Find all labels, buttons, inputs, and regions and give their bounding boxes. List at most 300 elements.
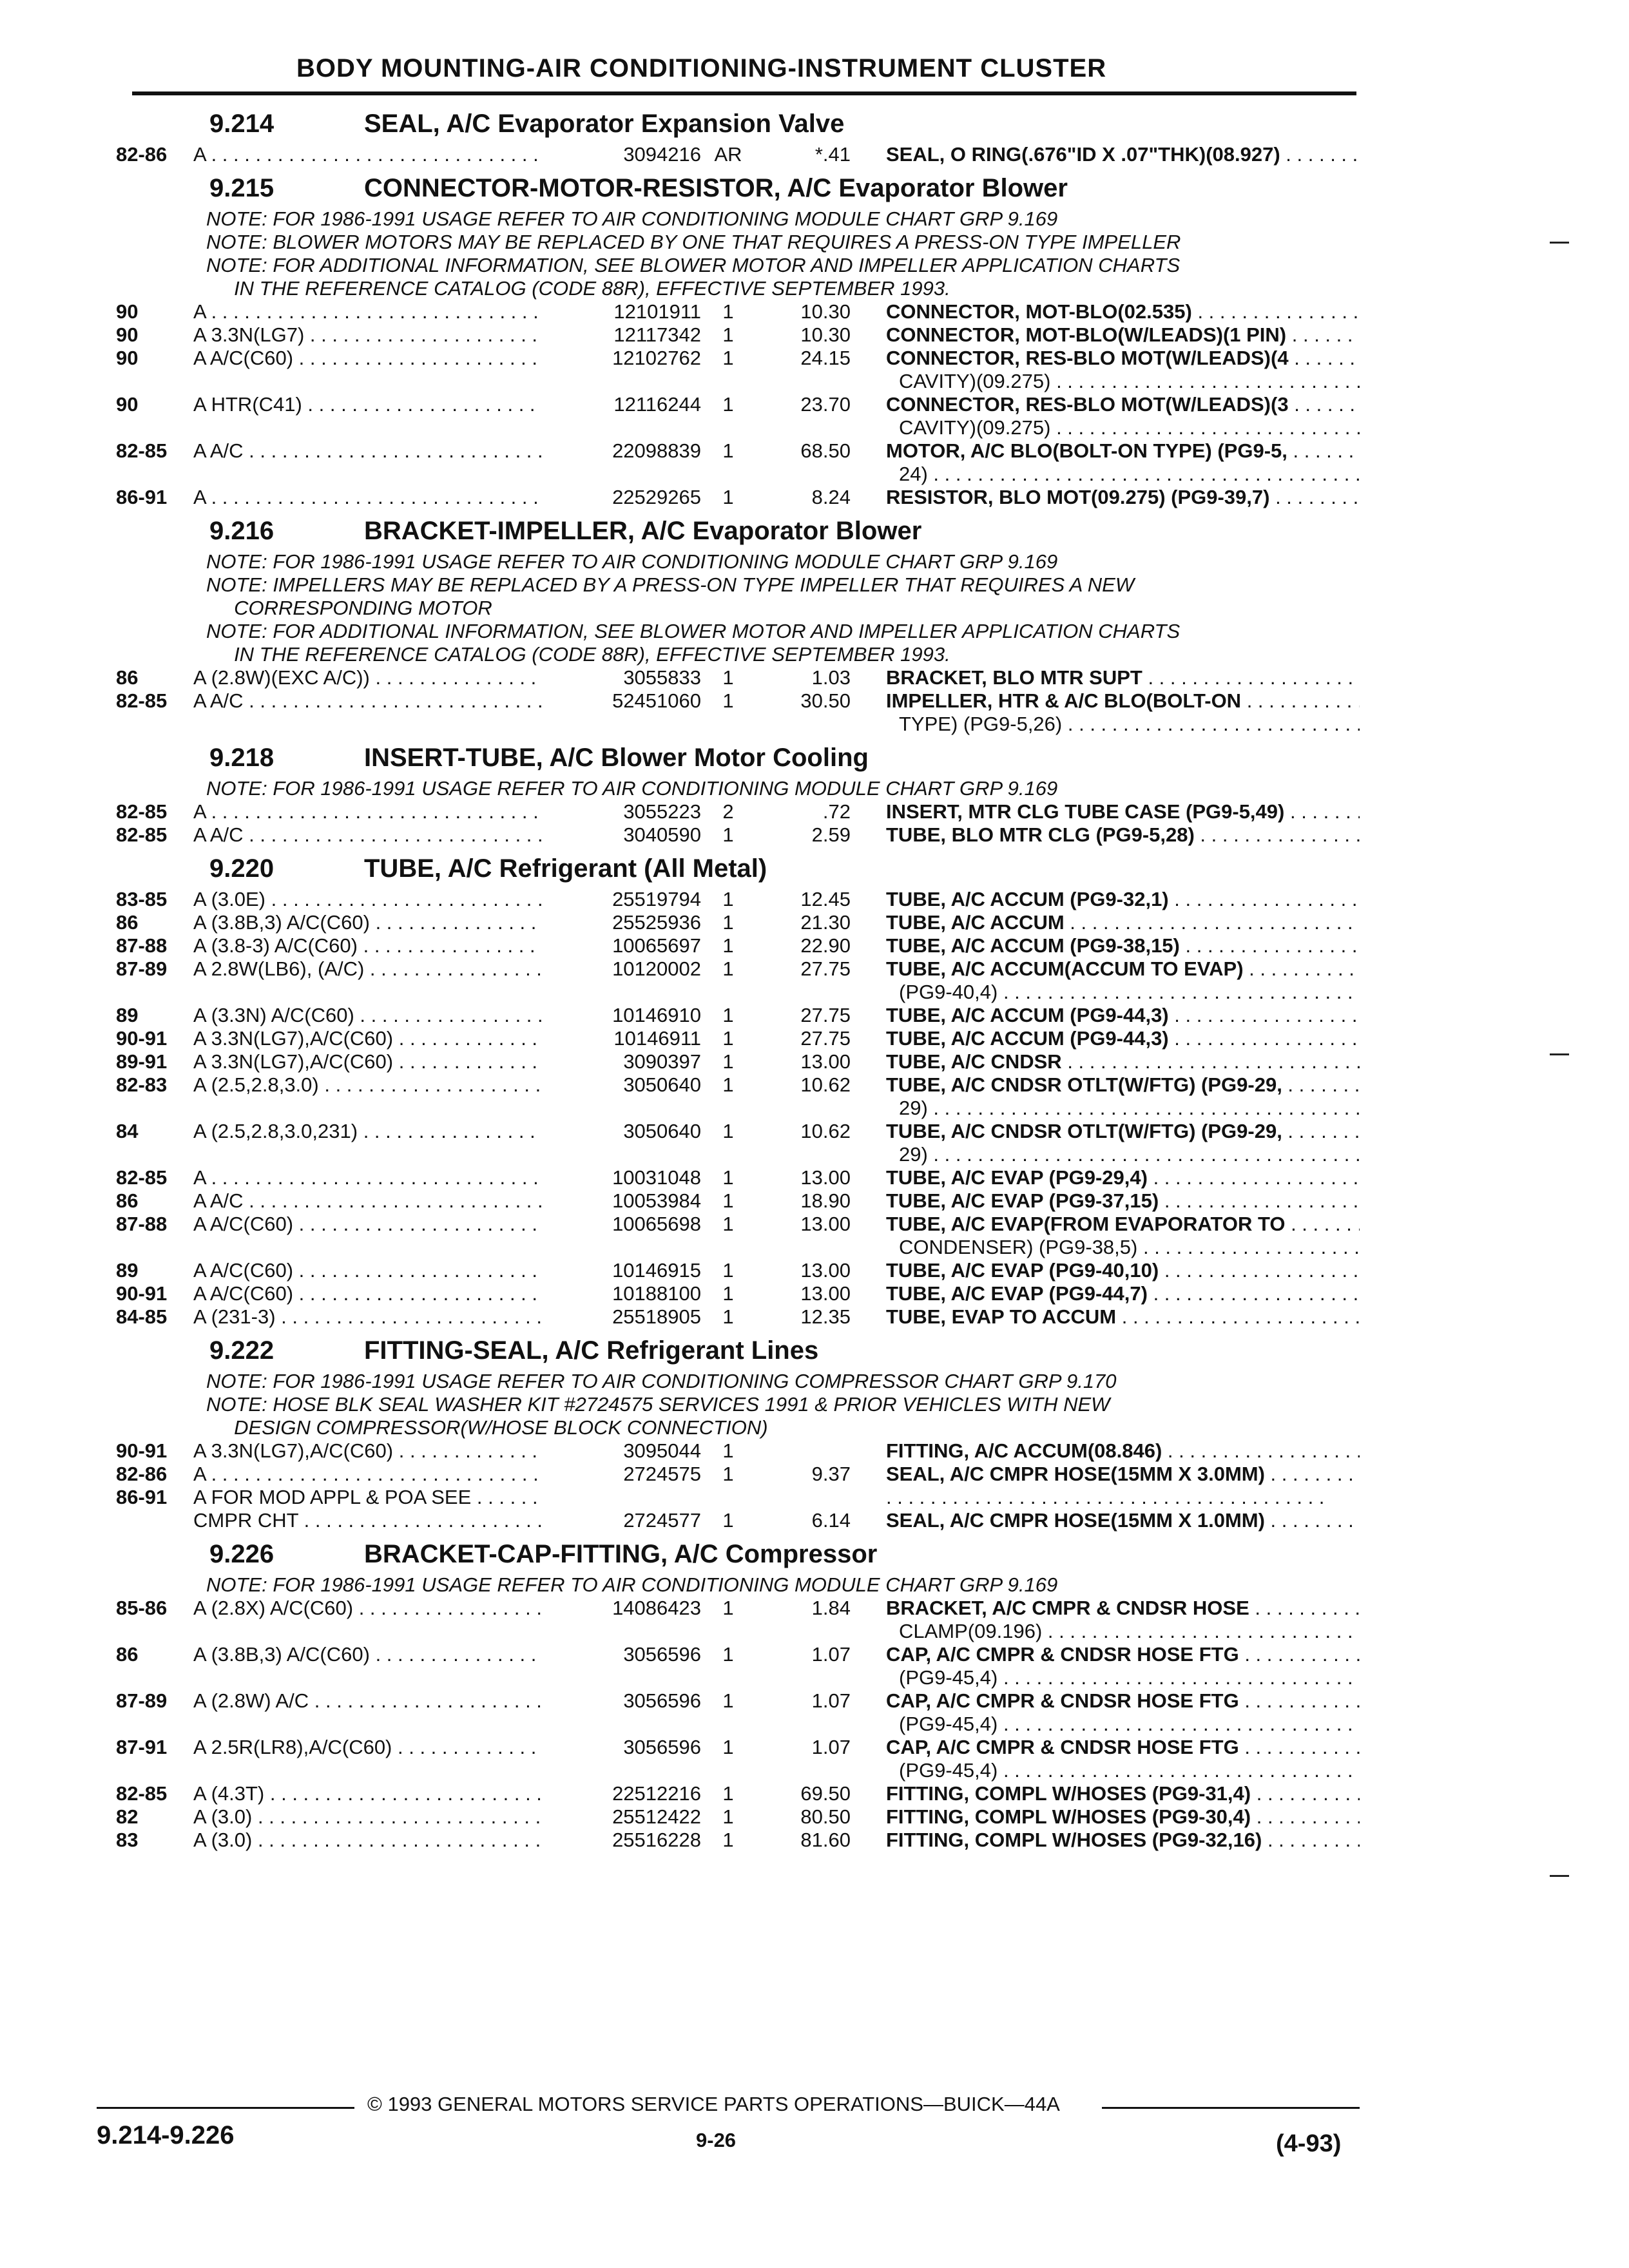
model-years: 82-83	[116, 1073, 168, 1096]
model-years: 82-85	[116, 823, 168, 846]
quantity: 1	[722, 1120, 734, 1142]
price: 1.07	[811, 1736, 851, 1758]
part-description-cont: (PG9-45,4) . . .	[899, 1759, 1360, 1782]
application: A (3.0E) . . .	[193, 888, 541, 911]
section-heading	[116, 169, 1360, 207]
part-description	[886, 1259, 1360, 1282]
part-number: 25518905	[561, 1305, 701, 1329]
price: 9.37	[811, 1463, 851, 1485]
price: 2.59	[811, 823, 851, 846]
part-description-cont: 24) . . .	[899, 463, 1360, 486]
table-row	[116, 1643, 1360, 1666]
footer-rule	[97, 2107, 354, 2109]
part-description	[886, 1073, 1360, 1097]
price: 1.03	[811, 666, 851, 689]
model-years: 82-85	[116, 800, 168, 823]
part-description-text: TUBE, A/C ACCUM (PG9-44,3)	[886, 1027, 1169, 1050]
application: A . . .	[193, 143, 541, 166]
part-description-cont: CONDENSER) (PG9-38,5) . . .	[899, 1236, 1360, 1259]
price: 24.15	[800, 347, 851, 369]
part-description	[886, 1736, 1360, 1759]
quantity: 1	[722, 823, 734, 846]
header-rule	[132, 91, 1356, 95]
part-description	[886, 888, 1360, 911]
part-description	[886, 1597, 1360, 1620]
part-number: 3050640	[561, 1073, 701, 1097]
section-heading	[116, 1331, 1360, 1370]
table-row	[116, 1050, 1360, 1073]
quantity: 1	[722, 1259, 734, 1282]
part-description	[886, 1213, 1360, 1236]
table-row	[116, 1486, 1360, 1509]
part-number: 10188100	[561, 1282, 701, 1305]
part-number: 52451060	[561, 689, 701, 713]
part-description	[886, 439, 1360, 463]
quantity: AR	[714, 143, 742, 166]
price: *.41	[815, 143, 851, 166]
part-description-text: CONNECTOR, RES-BLO MOT(W/LEADS)(3	[886, 393, 1289, 416]
description-continuation	[116, 1236, 1360, 1259]
model-years: 82-85	[116, 689, 168, 712]
price: 27.75	[800, 1027, 851, 1050]
application: A (3.8-3) A/C(C60) . . .	[193, 934, 541, 957]
application: A A/C . . .	[193, 1189, 541, 1213]
part-description	[886, 1463, 1360, 1486]
model-years: 84-85	[116, 1305, 168, 1328]
quantity: 1	[722, 1282, 734, 1305]
section-note: NOTE: IMPELLERS MAY BE REPLACED BY A PRESS-ON TYPE IMPELLER THAT REQUIRES A NEW	[206, 573, 1135, 596]
section-number: 9.226	[209, 1540, 275, 1568]
part-number: 10065697	[561, 934, 701, 957]
price: .72	[822, 800, 851, 823]
table-row	[116, 689, 1360, 713]
section-heading	[116, 849, 1360, 888]
quantity: 1	[722, 300, 734, 323]
part-description-text: FITTING, COMPL W/HOSES (PG9-30,4)	[886, 1805, 1251, 1828]
table-row	[116, 143, 1360, 166]
part-description-cont: CAVITY)(09.275) . . .	[899, 416, 1360, 439]
price: 30.50	[800, 689, 851, 712]
model-years: 90-91	[116, 1282, 168, 1305]
price: 10.62	[800, 1073, 851, 1096]
section-heading	[116, 104, 1360, 143]
section-number: 9.215	[209, 174, 275, 202]
quantity: 1	[722, 486, 734, 508]
table-row	[116, 1120, 1360, 1143]
part-description	[886, 1486, 1360, 1509]
page-footer	[97, 2093, 1360, 2170]
table-row	[116, 1073, 1360, 1097]
quantity: 1	[722, 347, 734, 369]
model-years: 90	[116, 300, 139, 323]
part-description	[886, 1305, 1360, 1329]
part-number: 10031048	[561, 1166, 701, 1189]
part-number: 22512216	[561, 1782, 701, 1805]
section-title: INSERT-TUBE, A/C Blower Motor Cooling	[364, 744, 869, 772]
part-description-cont: (PG9-45,4) . . .	[899, 1666, 1360, 1689]
part-description-text: TUBE, A/C ACCUM(ACCUM TO EVAP)	[886, 957, 1244, 980]
price: 21.30	[800, 911, 851, 934]
margin-mark	[1550, 242, 1569, 244]
table-row	[116, 1189, 1360, 1213]
section-note: CORRESPONDING MOTOR	[206, 597, 492, 619]
part-description	[886, 143, 1360, 166]
part-description-text: INSERT, MTR CLG TUBE CASE (PG9-5,49)	[886, 800, 1285, 823]
quantity: 1	[722, 1829, 734, 1851]
part-description-text: SEAL, A/C CMPR HOSE(15MM X 1.0MM)	[886, 1509, 1265, 1532]
application: A . . .	[193, 1166, 541, 1189]
part-number: 10146911	[561, 1027, 701, 1050]
application: A (4.3T) . . .	[193, 1782, 541, 1805]
part-description	[886, 1509, 1360, 1532]
section-note: DESIGN COMPRESSOR(W/HOSE BLOCK CONNECTION)	[206, 1416, 768, 1439]
application: A 3.3N(LG7),A/C(C60) . . .	[193, 1027, 541, 1050]
part-description-text: FITTING, A/C ACCUM(08.846)	[886, 1439, 1162, 1462]
quantity: 1	[722, 439, 734, 462]
model-years: 87-88	[116, 1213, 168, 1235]
part-description	[886, 1004, 1360, 1027]
description-continuation	[116, 1666, 1360, 1689]
part-description	[886, 1829, 1360, 1852]
table-row	[116, 1166, 1360, 1189]
section-title: BRACKET-CAP-FITTING, A/C Compressor	[364, 1540, 878, 1568]
price: 18.90	[800, 1189, 851, 1212]
table-row	[116, 1509, 1360, 1532]
price: 13.00	[800, 1166, 851, 1189]
part-description	[886, 1439, 1360, 1463]
quantity: 1	[722, 1050, 734, 1073]
part-description	[886, 1689, 1360, 1713]
part-description-text: BRACKET, A/C CMPR & CNDSR HOSE	[886, 1597, 1249, 1619]
section-title: TUBE, A/C Refrigerant (All Metal)	[364, 854, 767, 883]
part-description-text: CONNECTOR, MOT-BLO(02.535)	[886, 300, 1192, 323]
part-number: 22098839	[561, 439, 701, 463]
description-continuation	[116, 1620, 1360, 1643]
application: A FOR MOD APPL & POA SEE . . .	[193, 1486, 541, 1509]
parts-listing	[116, 102, 1360, 1852]
model-years: 90-91	[116, 1439, 168, 1462]
application: A (231-3) . . .	[193, 1305, 541, 1329]
quantity: 1	[722, 393, 734, 416]
section-title: SEAL, A/C Evaporator Expansion Valve	[364, 110, 845, 138]
model-years: 89	[116, 1259, 139, 1282]
table-row	[116, 1689, 1360, 1713]
section-note: NOTE: FOR ADDITIONAL INFORMATION, SEE BLOWER MOTOR AND IMPELLER APPLICATION CHARTS	[206, 620, 1181, 642]
section-number: 9.218	[209, 744, 275, 772]
price: 27.75	[800, 957, 851, 980]
application: A (2.8W) A/C . . .	[193, 1689, 541, 1713]
price: 13.00	[800, 1213, 851, 1235]
description-continuation	[116, 1097, 1360, 1120]
section-title: BRACKET-IMPELLER, A/C Evaporator Blower	[364, 517, 922, 545]
table-row	[116, 393, 1360, 416]
application: A (2.8W)(EXC A/C)) . . .	[193, 666, 541, 689]
price: 8.24	[811, 486, 851, 508]
part-description	[886, 393, 1360, 416]
part-description	[886, 300, 1360, 323]
model-years: 90	[116, 393, 139, 416]
part-description	[886, 1120, 1360, 1143]
application: A A/C(C60) . . .	[193, 1282, 541, 1305]
table-row	[116, 1004, 1360, 1027]
parts-section	[116, 849, 1360, 1329]
part-description-text: CAP, A/C CMPR & CNDSR HOSE FTG	[886, 1643, 1239, 1666]
section-heading	[116, 512, 1360, 550]
table-row	[116, 1736, 1360, 1759]
table-row	[116, 347, 1360, 370]
part-description	[886, 1805, 1360, 1829]
part-number: 10053984	[561, 1189, 701, 1213]
quantity: 1	[722, 1027, 734, 1050]
part-description-text: TUBE, A/C CNDSR	[886, 1050, 1062, 1073]
model-years: 86	[116, 666, 139, 689]
part-description-text: TUBE, A/C ACCUM (PG9-32,1)	[886, 888, 1169, 910]
part-description-text: TUBE, A/C ACCUM (PG9-38,15)	[886, 934, 1180, 957]
part-description-text: MOTOR, A/C BLO(BOLT-ON TYPE) (PG9-5,	[886, 439, 1287, 462]
part-description-text: TUBE, A/C ACCUM	[886, 911, 1065, 934]
part-description-cont: CAVITY)(09.275) . . .	[899, 370, 1360, 393]
description-continuation	[116, 463, 1360, 486]
part-number: 12101911	[561, 300, 701, 323]
application: A A/C . . .	[193, 439, 541, 463]
table-row	[116, 1829, 1360, 1852]
section-number: 9.216	[209, 517, 275, 545]
section-number: 9.214	[209, 110, 275, 138]
price: 6.14	[811, 1509, 851, 1532]
part-description	[886, 347, 1360, 370]
part-description	[886, 1050, 1360, 1073]
model-years: 82-85	[116, 439, 168, 462]
part-number: 10065698	[561, 1213, 701, 1236]
application: A 3.3N(LG7),A/C(C60) . . .	[193, 1050, 541, 1073]
price: 22.90	[800, 934, 851, 957]
part-number: 25525936	[561, 911, 701, 934]
application: A . . .	[193, 800, 541, 823]
quantity: 1	[722, 888, 734, 910]
parts-section	[116, 1331, 1360, 1532]
section-title: FITTING-SEAL, A/C Refrigerant Lines	[364, 1336, 819, 1365]
part-number: 2724575	[561, 1463, 701, 1486]
part-description-text: TUBE, A/C EVAP (PG9-37,15)	[886, 1189, 1159, 1212]
part-description-text: FITTING, COMPL W/HOSES (PG9-32,16)	[886, 1829, 1262, 1851]
price: 23.70	[800, 393, 851, 416]
footer-page-number: 9-26	[696, 2129, 737, 2151]
description-continuation	[116, 1713, 1360, 1736]
price: 1.07	[811, 1689, 851, 1712]
part-description-text: CONNECTOR, RES-BLO MOT(W/LEADS)(4	[886, 347, 1289, 369]
model-years: 87-88	[116, 934, 168, 957]
part-number: 25516228	[561, 1829, 701, 1852]
table-row	[116, 1439, 1360, 1463]
quantity: 1	[722, 1213, 734, 1235]
quantity: 1	[722, 957, 734, 980]
quantity: 1	[722, 1439, 734, 1462]
parts-section	[116, 512, 1360, 736]
application: A (3.8B,3) A/C(C60) . . .	[193, 1643, 541, 1666]
part-number: 3040590	[561, 823, 701, 847]
section-note: NOTE: FOR 1986-1991 USAGE REFER TO AIR CONDITIONING MODULE CHART GRP 9.169	[206, 777, 1058, 800]
quantity: 1	[722, 934, 734, 957]
part-number: 25519794	[561, 888, 701, 911]
quantity: 1	[722, 1166, 734, 1189]
model-years: 84	[116, 1120, 139, 1142]
application: CMPR CHT . . .	[193, 1509, 541, 1532]
quantity: 1	[722, 1463, 734, 1485]
part-description	[886, 486, 1360, 509]
quantity: 1	[722, 1189, 734, 1212]
price: 68.50	[800, 439, 851, 462]
application: A . . .	[193, 1463, 541, 1486]
part-description	[886, 1027, 1360, 1050]
table-row	[116, 1027, 1360, 1050]
table-row	[116, 957, 1360, 981]
part-description-text: TUBE, EVAP TO ACCUM	[886, 1305, 1117, 1328]
price: 10.30	[800, 323, 851, 346]
application: A (2.5,2.8,3.0,231) . . .	[193, 1120, 541, 1143]
part-description	[886, 800, 1360, 823]
part-number: 2724577	[561, 1509, 701, 1532]
model-years: 86-91	[116, 486, 168, 508]
part-description	[886, 1643, 1360, 1666]
parts-section	[116, 104, 1360, 166]
part-number: 10146915	[561, 1259, 701, 1282]
part-number: 3056596	[561, 1643, 701, 1666]
quantity: 1	[722, 666, 734, 689]
part-description-text: FITTING, COMPL W/HOSES (PG9-31,4)	[886, 1782, 1251, 1805]
model-years: 82-86	[116, 1463, 168, 1485]
quantity: 1	[722, 1509, 734, 1532]
price: 80.50	[800, 1805, 851, 1828]
application: A (3.8B,3) A/C(C60) . . .	[193, 911, 541, 934]
table-row	[116, 800, 1360, 823]
parts-section	[116, 169, 1360, 509]
quantity: 2	[722, 800, 734, 823]
table-row	[116, 1259, 1360, 1282]
table-row	[116, 1305, 1360, 1329]
part-description-cont: CLAMP(09.196) . . .	[899, 1620, 1360, 1643]
quantity: 1	[722, 1689, 734, 1712]
description-continuation	[116, 981, 1360, 1004]
quantity: 1	[722, 911, 734, 934]
section-number: 9.220	[209, 854, 275, 883]
part-description	[886, 1189, 1360, 1213]
margin-mark	[1550, 1875, 1569, 1877]
model-years: 87-91	[116, 1736, 168, 1758]
description-continuation	[116, 1143, 1360, 1166]
part-description	[886, 666, 1360, 689]
quantity: 1	[722, 1073, 734, 1096]
table-row	[116, 888, 1360, 911]
part-number: 12116244	[561, 393, 701, 416]
part-description	[886, 957, 1360, 981]
part-description	[886, 323, 1360, 347]
application: A . . .	[193, 300, 541, 323]
quantity: 1	[722, 1643, 734, 1666]
application: A A/C(C60) . . .	[193, 347, 541, 370]
section-note: IN THE REFERENCE CATALOG (CODE 88R), EFFECTIVE SEPTEMBER 1993.	[206, 643, 950, 666]
application: A HTR(C41) . . .	[193, 393, 541, 416]
part-number: 3056596	[561, 1736, 701, 1759]
part-description-text: CAP, A/C CMPR & CNDSR HOSE FTG	[886, 1689, 1239, 1712]
part-description-text: SEAL, O RING(.676"ID X .07"THK)(08.927)	[886, 143, 1280, 166]
table-row	[116, 666, 1360, 689]
part-number: 3095044	[561, 1439, 701, 1463]
model-years: 86-91	[116, 1486, 168, 1508]
table-row	[116, 1213, 1360, 1236]
part-description-cont: 29) . . .	[899, 1097, 1360, 1120]
part-number: 3050640	[561, 1120, 701, 1143]
section-note: NOTE: FOR 1986-1991 USAGE REFER TO AIR CONDITIONING MODULE CHART GRP 9.169	[206, 207, 1058, 230]
part-number: 3055223	[561, 800, 701, 823]
part-description-text: TUBE, A/C EVAP (PG9-29,4)	[886, 1166, 1148, 1189]
footer-date: (4-93)	[1276, 2130, 1342, 2157]
model-years: 90	[116, 347, 139, 369]
part-description-text: CONNECTOR, MOT-BLO(W/LEADS)(1 PIN)	[886, 323, 1287, 346]
table-row	[116, 486, 1360, 509]
application: A A/C(C60) . . .	[193, 1259, 541, 1282]
price: 12.35	[800, 1305, 851, 1328]
application: A A/C(C60) . . .	[193, 1213, 541, 1236]
model-years: 85-86	[116, 1597, 168, 1619]
parts-section	[116, 1535, 1360, 1852]
part-description-text: TUBE, A/C CNDSR OTLT(W/FTG) (PG9-29,	[886, 1120, 1282, 1142]
part-description-text: RESISTOR, BLO MOT(09.275) (PG9-39,7)	[886, 486, 1270, 508]
part-description	[886, 823, 1360, 847]
price: 69.50	[800, 1782, 851, 1805]
section-note: IN THE REFERENCE CATALOG (CODE 88R), EFFECTIVE SEPTEMBER 1993.	[206, 277, 950, 300]
table-row	[116, 1805, 1360, 1829]
application: A A/C . . .	[193, 823, 541, 847]
section-heading	[116, 738, 1360, 777]
section-note: NOTE: FOR 1986-1991 USAGE REFER TO AIR CONDITIONING MODULE CHART GRP 9.169	[206, 1573, 1058, 1596]
quantity: 1	[722, 323, 734, 346]
part-description-text: TUBE, A/C EVAP (PG9-40,10)	[886, 1259, 1159, 1282]
part-number: 14086423	[561, 1597, 701, 1620]
price: 1.07	[811, 1643, 851, 1666]
price: 81.60	[800, 1829, 851, 1851]
quantity: 1	[722, 1736, 734, 1758]
section-note: NOTE: FOR ADDITIONAL INFORMATION, SEE BLOWER MOTOR AND IMPELLER APPLICATION CHARTS	[206, 254, 1181, 276]
part-description-text: BRACKET, BLO MTR SUPT	[886, 666, 1142, 689]
part-description-cont: (PG9-45,4) . . .	[899, 1713, 1360, 1736]
part-description-cont: (PG9-40,4) . . .	[899, 981, 1360, 1004]
section-note: NOTE: FOR 1986-1991 USAGE REFER TO AIR CONDITIONING MODULE CHART GRP 9.169	[206, 550, 1058, 573]
price: 1.84	[811, 1597, 851, 1619]
parts-section	[116, 738, 1360, 847]
model-years: 83	[116, 1829, 139, 1851]
price: 10.62	[800, 1120, 851, 1142]
description-continuation	[116, 1759, 1360, 1782]
model-years: 86	[116, 911, 139, 934]
model-years: 90-91	[116, 1027, 168, 1050]
part-description-cont: 29) . . .	[899, 1143, 1360, 1166]
price: 12.45	[800, 888, 851, 910]
model-years: 82-86	[116, 143, 168, 166]
part-description-text: CAP, A/C CMPR & CNDSR HOSE FTG	[886, 1736, 1239, 1758]
part-number: 3056596	[561, 1689, 701, 1713]
footer-copyright: © 1993 GENERAL MOTORS SERVICE PARTS OPERATIONS—BUICK—44A	[367, 2093, 1060, 2115]
application: A (3.0) . . .	[193, 1829, 541, 1852]
table-row	[116, 911, 1360, 934]
description-continuation	[116, 416, 1360, 439]
page-title: BODY MOUNTING-AIR CONDITIONING-INSTRUMENT CLUSTER	[296, 54, 1107, 82]
table-row	[116, 934, 1360, 957]
part-description	[886, 934, 1360, 957]
section-note: NOTE: FOR 1986-1991 USAGE REFER TO AIR CONDITIONING COMPRESSOR CHART GRP 9.170	[206, 1370, 1117, 1392]
model-years: 82-85	[116, 1782, 168, 1805]
quantity: 1	[722, 1305, 734, 1328]
section-heading	[116, 1535, 1360, 1573]
